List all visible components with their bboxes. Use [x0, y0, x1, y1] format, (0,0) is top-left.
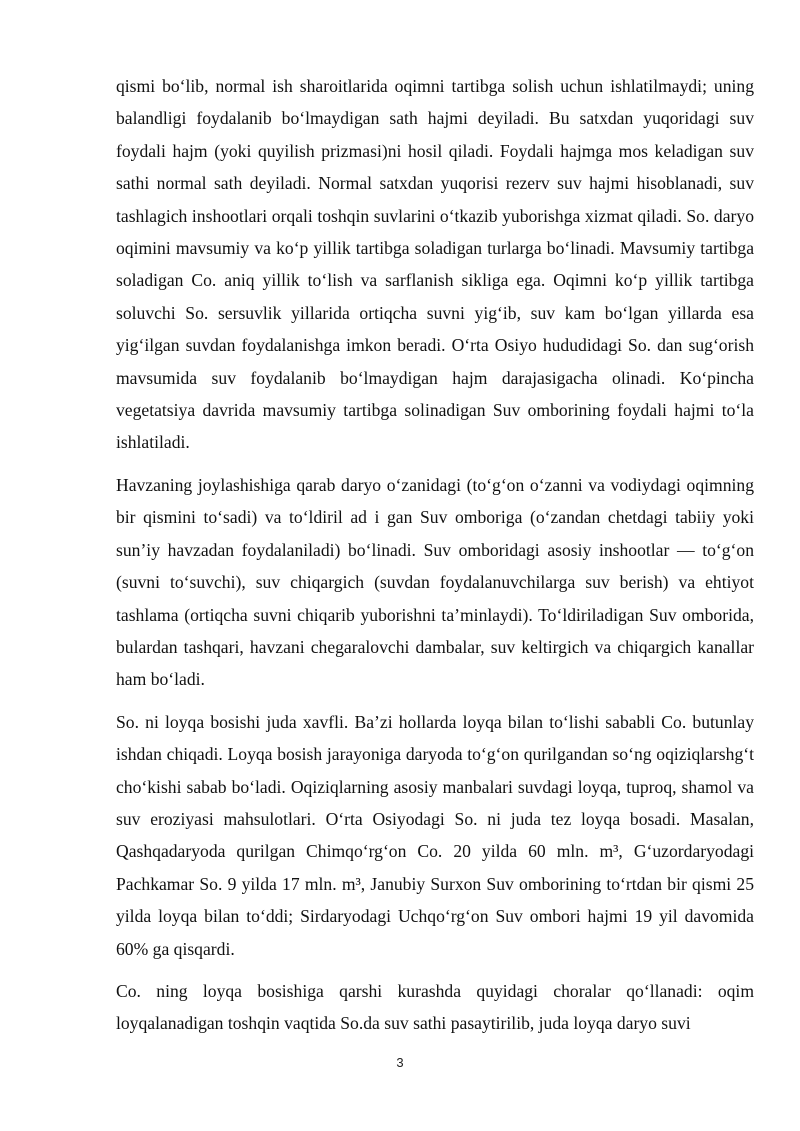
page-number: 3 [396, 1055, 404, 1070]
paragraph-2: Havzaning joylashishiga qarab daryo o‘zanidagi (to‘g‘on o‘zanni va vodiydagi oqimning bir qismini to‘sadi) va to‘ldiril ad i gan Suv omboriga (o‘zandan chetdagi tabiiy yoki sun’iy havzadan foydalaniladi) bo‘linadi. Suv omboridagi asosiy inshootlar — to‘g‘on (suvni to‘suvchi), suv chiqargich (suvdan foydalanuvchilarga suv berish) va ehtiyot tashlama (ortiqcha suvni chiqarib yuborishni ta’minlaydi). To‘ldiriladigan Suv omborida, bulardan tashqari, havzani chegaralovchi dambalar, suv keltirgich va chiqargich kanallar ham bo‘ladi. [116, 474, 754, 690]
body-text [116, 70, 754, 1050]
paragraph-1: qismi bo‘lib, normal ish sharoitlarida oqimni tartibga solish uchun ishlatilmaydi; uning balandligi foydalanib bo‘lmaydigan sath hajmi deyiladi. Bu satxdan yuqoridagi suv foydali hajm (yoki quyilish prizmasi)ni hosil qiladi. Foydali hajmga mos keladigan suv sathi normal sath deyiladi. Normal satxdan yuqorisi rezerv suv hajmi hisoblanadi, suv tashlagich inshootlari orqali toshqin suvlarini o‘tkazib yuborishga xizmat qiladi. So. daryo oqimini mavsumiy va ko‘p yillik tartibga soladigan turlarga bo‘linadi. Mavsumiy tartibga soladigan Co. aniq yillik to‘lish va sarflanish sikliga ega. Oqimni ko‘p yillik tartibga soluvchi So. sersuvlik yillarida ortiqcha suvni yig‘ib, suv kam bo‘lgan yillarda esa yig‘ilgan suvdan foydalanishga imkon beradi. O‘rta Osiyo hududidagi So. dan sug‘orish mavsumida suv foydalanib bo‘lmaydigan hajm darajasigacha olinadi. Ko‘pincha vegetatsiya davrida mavsumiy tartibga solinadigan Suv omborining foydali hajmi to‘la ishlatiladi. [116, 76, 754, 453]
paragraph-3: So. ni loyqa bosishi juda xavfli. Ba’zi hollarda loyqa bilan to‘lishi sababli Co. butunlay ishdan chiqadi. Loyqa bosish jarayoniga daryoda to‘g‘on qurilgandan so‘ng oqiziqlarshg‘t cho‘kishi sabab bo‘ladi. Oqiziqlarning asosiy manbalari suvdagi loyqa, tuproq, shamol va suv eroziyasi mahsulotlari. O‘rta Osiyodagi So. ni juda tez loyqa bosadi. Masalan, Qashqadaryoda qurilgan Chimqo‘rg‘on Co. 20 yilda 60 mln. m³, G‘uzordaryodagi Pachkamar So. 9 yilda 17 mln. m³, Janubiy Surxon Suv omborining to‘rtdan bir qismi 25 yilda loyqa bilan to‘ddi; Sirdaryodagi Uchqo‘rg‘on Suv ombori hajmi 19 yil davomida 60% ga qisqardi. [116, 711, 754, 959]
paragraph-4: Co. ning loyqa bosishiga qarshi kurashda quyidagi choralar qo‘llanadi: oqim loyqalanadigan toshqin vaqtida So.da suv sathi pasaytirilib, juda loyqa daryo suvi [116, 980, 754, 1034]
